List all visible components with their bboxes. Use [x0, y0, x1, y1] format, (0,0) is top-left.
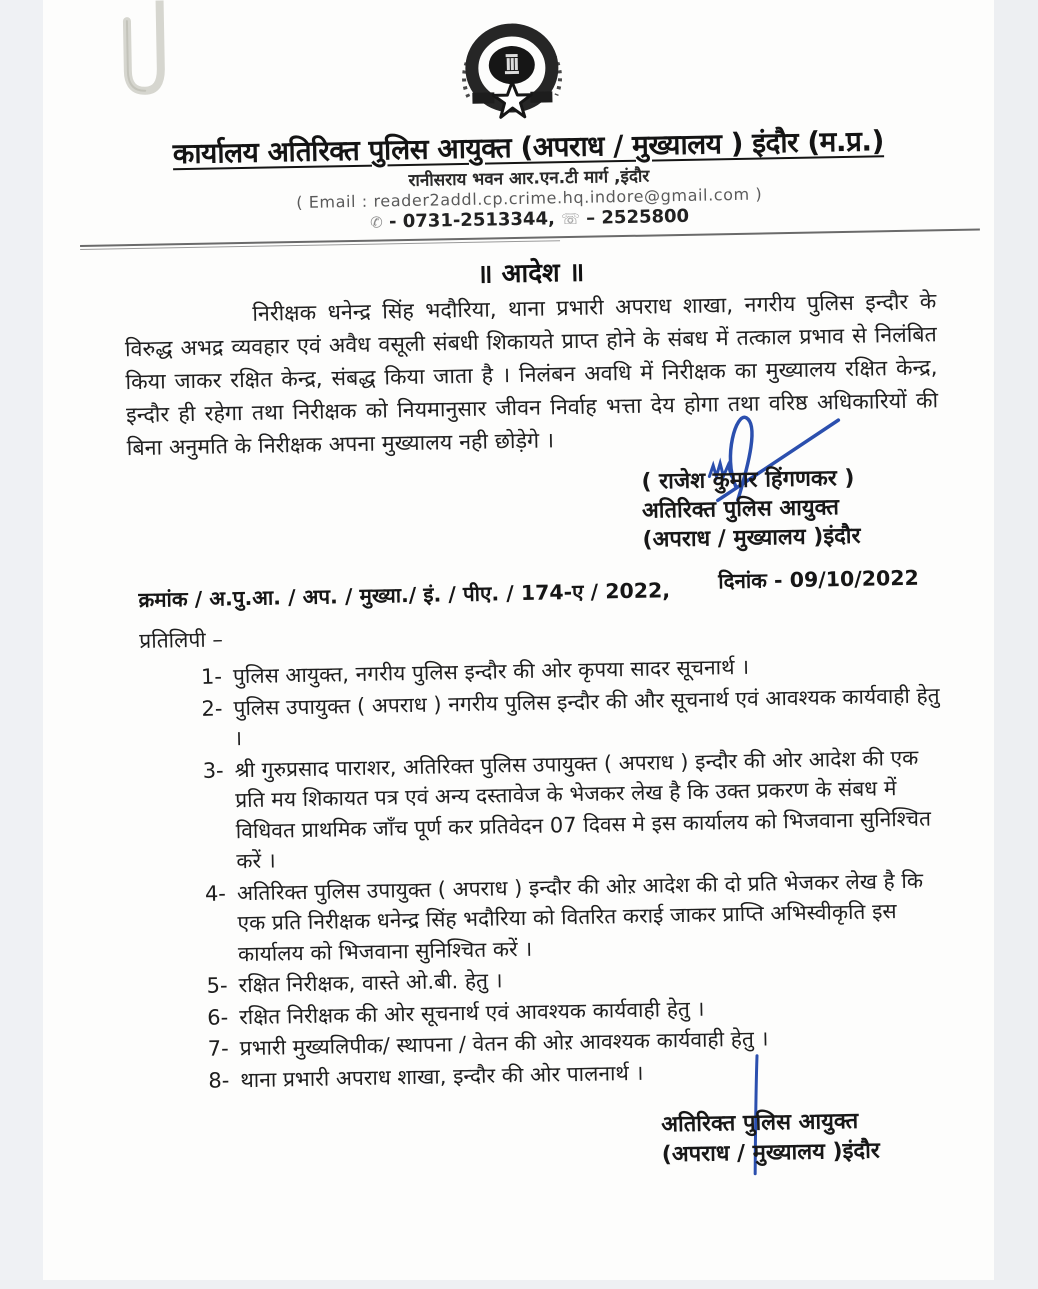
- list-item-text: अतिरिक्त पुलिस उपायुक्त ( अपराध ) इन्दौर की ओऱ आदेश की दो प्रति भेजकर लेख है कि एक प्रति निरीक्षक धनेन्द्र सिंह भदौरिया को वितरित कराई जाकर प्राप्ति अभिस्वीकृति इस कार्यालय को भिजवाना सुनिश्चित करें ।: [236, 868, 924, 966]
- list-item-number: 1-: [200, 664, 223, 689]
- phone-number: - 0731-2513344,: [388, 208, 556, 233]
- office-address: रानीसराय भवन आर.एन.टी मार्ग ,इंदौर: [408, 166, 650, 191]
- paperclip-icon: [113, 0, 175, 106]
- list-item-number: 7-: [207, 1036, 229, 1061]
- fax-number: – 2525800: [585, 205, 690, 229]
- footer-signatory-block: [661, 1107, 880, 1171]
- list-item-number: 3-: [202, 757, 224, 783]
- reference-date: दिनांक - 09/10/2022: [718, 565, 919, 594]
- fax-icon: ☏: [560, 209, 581, 229]
- list-item-text: पुलिस आयुक्त, नगरीय पुलिस इन्दौर की ओर कृपया सादर सूचनार्थ ।: [232, 654, 750, 689]
- list-item-number: 5-: [206, 973, 228, 998]
- order-body-paragraph: निरीक्षक धनेन्द्र सिंह भदौरिया, थाना प्रभारी अपराध शाखा, नगरीय पुलिस इन्दौर के विरुद्ध अभद्र व्यवहार एवं अवैध वसूली संबधी शिकायते प्राप्त होने के संबध में तत्काल प्रभाव से निलंबित किया जाकर रक्षित केन्द्र, संबद्ध किया जाता है । निलंबन अवधि में निरीक्षक का मुख्यालय रक्षित केन्द्र, इन्दौर ही रहेगा तथा निरीक्षक को नियमानुसार जीवन निर्वाह भत्ता देय होगा तथा वरिष्ठ अधिकारियों की बिना अनुमति के निरीक्षक अपना मुख्यालय नही छोड़ेगे ।: [124, 289, 939, 462]
- office-email: ( Email : reader2addl.cp.crime.hq.indore@gmail.com ): [296, 184, 763, 213]
- list-item: [202, 742, 946, 878]
- signatory-block: [641, 464, 861, 555]
- list-item-text: रक्षित निरीक्षक, वास्ते ओ.बी. हेतु ।: [238, 968, 503, 998]
- list-item-number: 6-: [206, 1004, 229, 1030]
- signatory-name: ( राजेश कुमार हिंगणकर ): [641, 465, 855, 495]
- signatory-office: (अपराध / मुख्यालय )इंदौर: [642, 523, 861, 553]
- phone-icon: ✆: [370, 213, 383, 232]
- list-item-text: थाना प्रभारी अपराध शाखा, इन्दौर की ओर पालनार्थ ।: [240, 1060, 644, 1092]
- copies-list: [201, 648, 951, 1097]
- copies-heading: प्रतिलिपी –: [139, 627, 224, 653]
- list-item-text: पुलिस उपायुक्त ( अपराध ) नगरीय पुलिस इन्दौर की और सूचनार्थ एवं आवश्यक कार्यवाही हेतु ।: [233, 682, 940, 751]
- footer-signatory-designation: अतिरिक्त पुलिस आयुक्त: [661, 1108, 859, 1138]
- list-item-number: 4-: [204, 880, 227, 906]
- list-item-text: रक्षित निरीक्षक की ओर सूचनार्थ एवं आवश्यक कार्यवाही हेतु ।: [238, 996, 705, 1029]
- list-item: [205, 865, 949, 970]
- footer-signatory-office: (अपराध / मुख्यालय )इंदौर: [661, 1138, 880, 1168]
- list-item-number: 8-: [208, 1067, 230, 1093]
- police-crest-emblem: [443, 7, 581, 125]
- list-item-text: श्री गुरुप्रसाद पाराशर, अतिरिक्त पुलिस उपायुक्त ( अपराध ) इन्दौर की ओर आदेश की एक प्रति मय शिकायत पत्र एवं अन्य दस्तावेज के भेजकर लेख है कि उक्त प्रकरण के संबध में विधिवत प्राथमिक जाँच पूर्ण कर प्रतिवेदन 07 दिवस मे इस कार्यालय को भिजवाना सुनिश्चित करें ।: [234, 745, 932, 874]
- office-title: कार्यालय अतिरिक्त पुलिस आयुक्त (अपराध / मुख्यालय ) इंदौर (म.प्र.): [172, 124, 885, 171]
- list-item-number: 2-: [201, 695, 223, 721]
- order-title: ॥ आदेश ॥: [476, 257, 585, 290]
- reference-number: क्रमांक / अ.पु.आ. / अप. / मुख्या./ इं. / पीए. / 174-ए / 2022,: [138, 578, 671, 612]
- signatory-designation: अतिरिक्त पुलिस आयुक्त: [641, 495, 840, 524]
- list-item-text: प्रभारी मुख्यलिपीक/ स्थापना / वेतन की ओऱ आवश्यक कार्यवाही हेतु ।: [239, 1026, 769, 1061]
